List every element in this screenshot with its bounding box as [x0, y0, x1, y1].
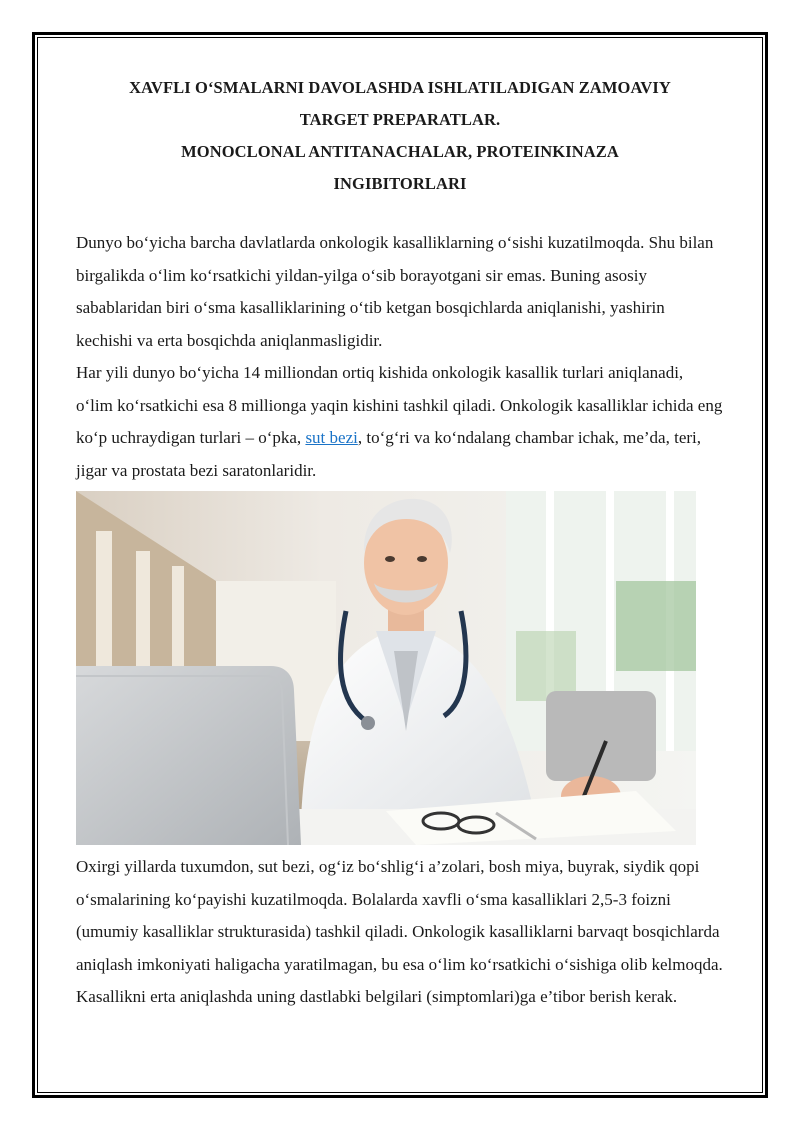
document-title	[76, 72, 724, 200]
document-body	[76, 72, 724, 1014]
paragraph-intro: Dunyo bo‘yicha barcha davlatlarda onkologik kasalliklarning o‘sishi kuzatilmoqda. Shu bilan birgalikda o‘lim ko‘rsatkichi yildan-yilga o‘sib borayotgani sir emas. Buning asosiy sabablaridan biri o‘sma kasalliklarining o‘tib ketgan bosqichlarda aniqlanishi, yashirin kechishi va erta bosqichda aniqlanmasligidir.	[76, 233, 714, 350]
title-line-4: INGIBITORLARI	[333, 174, 467, 193]
paragraph-statistics-text-2: , to‘g‘ri va ko‘ndalang chambar ichak, me’da, teri, jigar va prostata bezi saratonlaridir.	[76, 428, 702, 480]
title-line-3: MONOCLONAL ANTITANACHALAR, PROTEINKINAZA	[181, 142, 619, 161]
doctor-photo	[76, 491, 696, 845]
title-line-1: XAVFLI O‘SMALARNI DAVOLASHDA ISHLATILADIGAN ZAMOAVIY	[129, 78, 671, 97]
sut-bezi-link[interactable]: sut bezi	[305, 428, 358, 447]
title-line-2: TARGET PREPARATLAR.	[299, 110, 501, 129]
paragraph-statistics	[76, 357, 724, 487]
paragraph-statistics-text-1: Har yili dunyo bo‘yicha 14 milliondan ortiq kishida onkologik kasallik turlari aniqlanadi, o‘lim ko‘rsatkichi esa 8 millionga yaqin kishini tashkil qiladi. Onkologik kasalliklar ichida eng ko‘p uchraydigan turlari – o‘pka,	[76, 363, 723, 447]
paragraph-trends: Oxirgi yillarda tuxumdon, sut bezi, og‘iz bo‘shlig‘i a’zolari, bosh miya, buyrak, siydik qopi o‘smalarining ko‘payishi kuzatilmoqda. Bolalarda xavfli o‘sma kasalliklari 2,5-3 foizni (umumiy kasalliklar strukturasida) tashkil qiladi. Onkologik kasalliklarni barvaqt bosqichlarda aniqlash imkoniyati haligacha yaratilmagan, bu esa o‘lim ko‘rsatkichi o‘sishiga olib kelmoqda. Kasallikni erta aniqlashda uning dastlabki belgilari (simptomlari)ga e’tibor berish kerak.	[76, 857, 723, 1006]
